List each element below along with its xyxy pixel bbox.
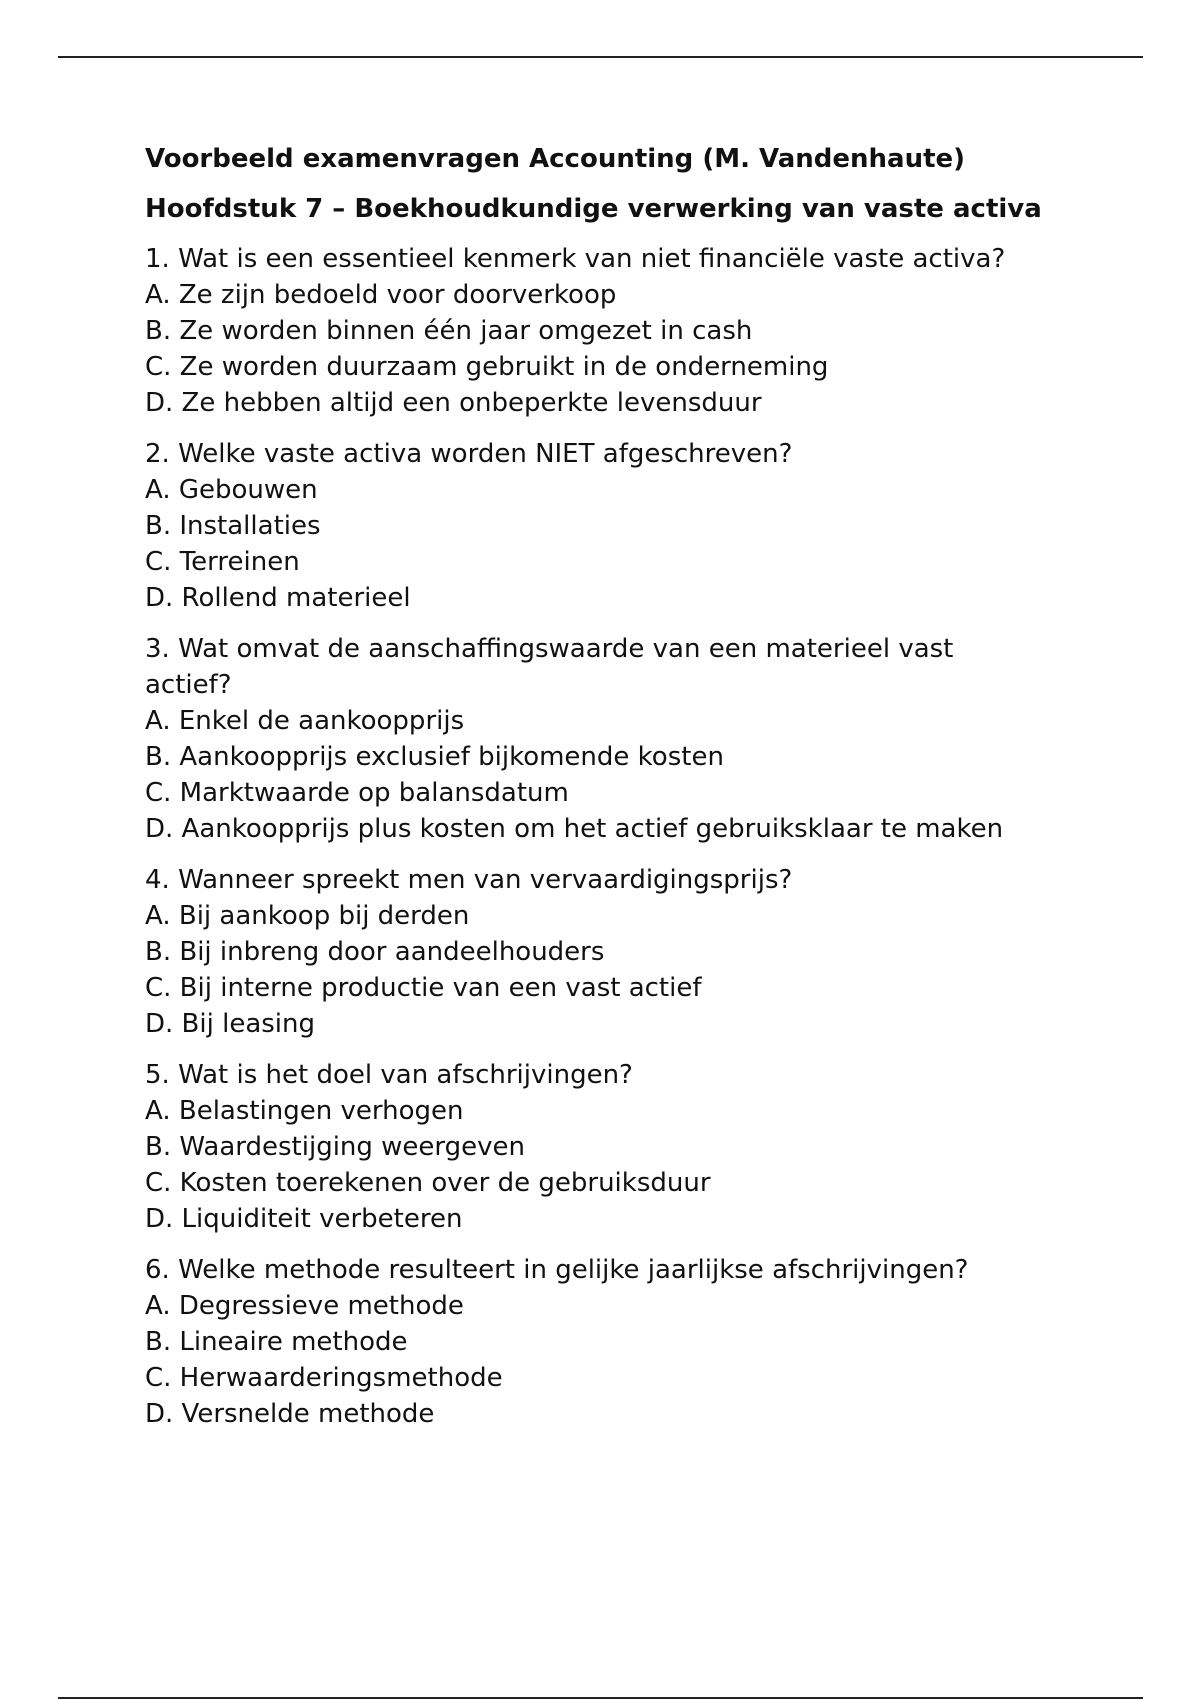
answer-option-d: D. Versnelde methode xyxy=(145,1399,435,1429)
answer-option-b: B. Aankoopprijs exclusief bijkomende kosten xyxy=(145,742,724,772)
question-3 xyxy=(145,631,1065,847)
answer-option-c: C. Kosten toerekenen over de gebruiksduur xyxy=(145,1168,711,1198)
document-body xyxy=(145,141,1065,1447)
question-text: 3. Wat omvat de aanschaffingswaarde van een materieel vast actief? xyxy=(145,634,954,700)
answer-option-b: B. Installaties xyxy=(145,511,321,541)
answer-option-c: C. Ze worden duurzaam gebruikt in de onderneming xyxy=(145,352,829,382)
question-text: 4. Wanneer spreekt men van vervaardigingsprijs? xyxy=(145,865,793,895)
answer-option-d: D. Rollend materieel xyxy=(145,583,411,613)
answer-option-d: D. Bij leasing xyxy=(145,1009,316,1039)
answer-option-a: A. Enkel de aankoopprijs xyxy=(145,706,465,736)
question-text: 5. Wat is het doel van afschrijvingen? xyxy=(145,1060,633,1090)
document-title: Voorbeeld examenvragen Accounting (M. Vandenhaute) xyxy=(145,144,966,174)
answer-option-c: C. Bij interne productie van een vast actief xyxy=(145,973,702,1003)
answer-option-c: C. Herwaarderingsmethode xyxy=(145,1363,503,1393)
answer-option-a: A. Degressieve methode xyxy=(145,1291,464,1321)
answer-option-c: C. Marktwaarde op balansdatum xyxy=(145,778,569,808)
answer-option-d: D. Liquiditeit verbeteren xyxy=(145,1204,463,1234)
question-6 xyxy=(145,1252,1065,1432)
answer-option-d: D. Ze hebben altijd een onbeperkte levensduur xyxy=(145,388,762,418)
question-text: 1. Wat is een essentieel kenmerk van niet financiële vaste activa? xyxy=(145,244,1006,274)
answer-option-a: A. Bij aankoop bij derden xyxy=(145,901,470,931)
question-text: 2. Welke vaste activa worden NIET afgeschreven? xyxy=(145,439,793,469)
answer-option-b: B. Waardestijging weergeven xyxy=(145,1132,526,1162)
answer-option-c: C. Terreinen xyxy=(145,547,300,577)
answer-option-a: A. Belastingen verhogen xyxy=(145,1096,464,1126)
question-2 xyxy=(145,436,1065,616)
question-4 xyxy=(145,862,1065,1042)
answer-option-b: B. Lineaire methode xyxy=(145,1327,408,1357)
question-text: 6. Welke methode resulteert in gelijke jaarlijkse afschrijvingen? xyxy=(145,1255,969,1285)
answer-option-d: D. Aankoopprijs plus kosten om het actief gebruiksklaar te maken xyxy=(145,814,1004,844)
answer-option-a: A. Ze zijn bedoeld voor doorverkoop xyxy=(145,280,617,310)
top-divider xyxy=(58,56,1143,58)
answer-option-a: A. Gebouwen xyxy=(145,475,318,505)
answer-option-b: B. Ze worden binnen één jaar omgezet in cash xyxy=(145,316,753,346)
question-1 xyxy=(145,241,1065,421)
chapter-heading: Hoofdstuk 7 – Boekhoudkundige verwerking van vaste activa xyxy=(145,194,1042,224)
answer-option-b: B. Bij inbreng door aandeelhouders xyxy=(145,937,605,967)
bottom-divider xyxy=(58,1697,1143,1699)
question-5 xyxy=(145,1057,1065,1237)
